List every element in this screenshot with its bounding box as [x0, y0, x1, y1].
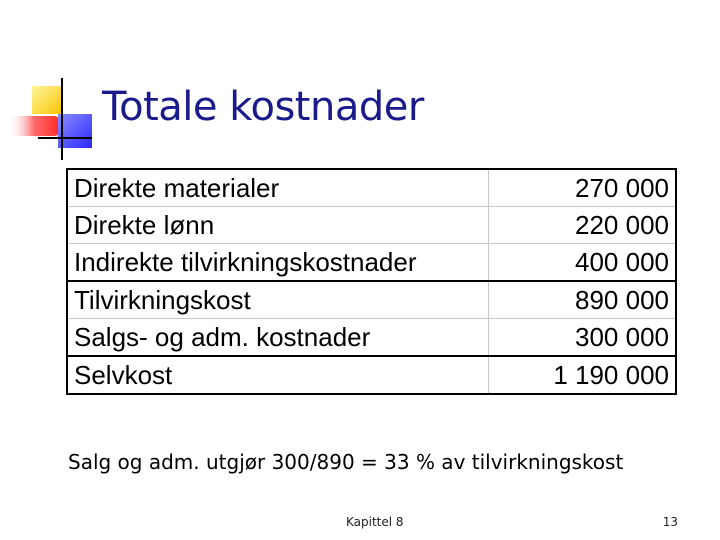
row-label: Indirekte tilvirkningskostnader — [67, 244, 489, 282]
table-row — [67, 207, 676, 244]
row-value: 220 000 — [489, 207, 677, 244]
slide-note: Salg og adm. utgjør 300/890 = 33 % av tilvirkningskost — [68, 450, 624, 474]
row-label: Direkte lønn — [67, 207, 489, 244]
row-value: 400 000 — [489, 244, 677, 282]
page-number: 13 — [662, 515, 678, 529]
slide-title: Totale kostnader — [102, 84, 424, 130]
row-value: 270 000 — [489, 169, 677, 207]
table-row — [67, 169, 676, 207]
cost-table — [66, 168, 677, 395]
row-label: Selvkost — [67, 356, 489, 394]
table-row — [67, 356, 676, 394]
table-row — [67, 244, 676, 282]
footer-chapter: Kapittel 8 — [346, 515, 404, 529]
row-value: 1 190 000 — [489, 356, 677, 394]
table-row — [67, 281, 676, 319]
row-label: Tilvirkningskost — [67, 281, 489, 319]
row-label: Salgs- og adm. kostnader — [67, 319, 489, 357]
table-row — [67, 319, 676, 357]
row-value: 300 000 — [489, 319, 677, 357]
row-label: Direkte materialer — [67, 169, 489, 207]
row-value: 890 000 — [489, 281, 677, 319]
